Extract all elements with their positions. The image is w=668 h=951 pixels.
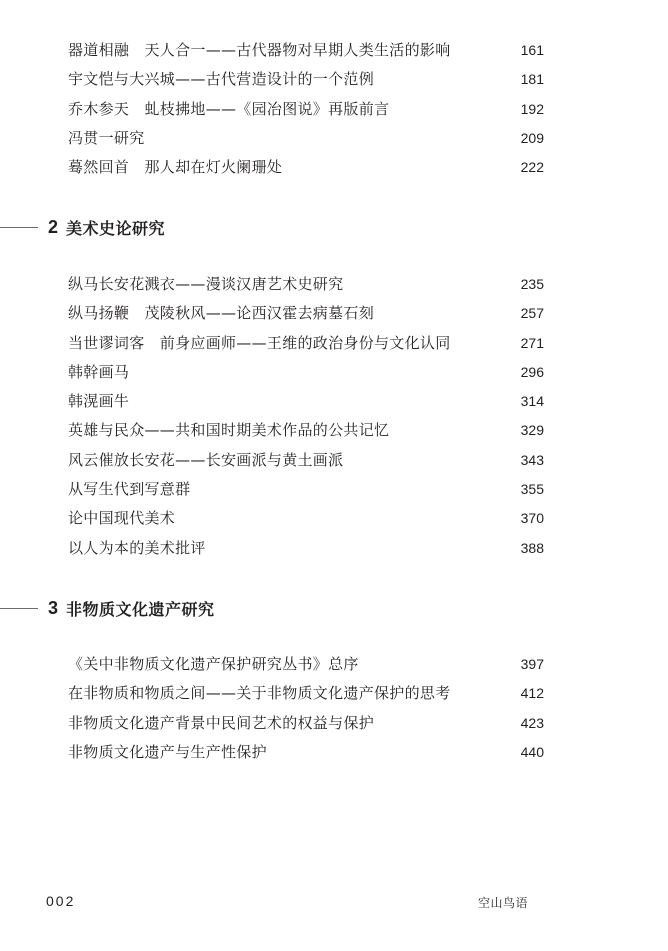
toc-entry-title: 当世谬词客 前身应画师——王维的政治身份与文化认同: [68, 333, 451, 352]
toc-entry-page: 343: [520, 451, 544, 468]
toc-entry-title: 风云催放长安花——长安画派与黄土画派: [68, 450, 344, 469]
toc-entry: [68, 358, 544, 387]
toc-entry: [68, 124, 544, 153]
section-divider-rule: [0, 608, 38, 609]
toc-entry-title: 论中国现代美术: [68, 509, 176, 528]
section-title: 美术史论研究: [66, 218, 166, 238]
toc-entry: [68, 329, 544, 358]
toc-entry-title: 乔木参天 虬枝拂地——《园冶图说》再版前言: [68, 99, 390, 118]
toc-entry-page: 271: [520, 334, 544, 351]
toc-entry-page: 329: [520, 422, 544, 439]
toc-entry-page: 412: [520, 685, 544, 702]
toc-entry-page: 209: [520, 129, 544, 146]
toc-entry: [68, 270, 544, 299]
section-number: 3: [48, 597, 59, 618]
toc-entry-page: 222: [520, 159, 544, 176]
toc-entry-title: 英雄与民众——共和国时期美术作品的公共记忆: [68, 421, 390, 440]
toc-entry: [68, 95, 544, 124]
toc-entry: [68, 709, 544, 738]
toc-entry: [68, 650, 544, 679]
toc-entry: [68, 416, 544, 445]
section-divider-rule: [0, 227, 38, 228]
toc-entry-title: 韩滉画牛: [68, 392, 130, 411]
toc-entry: [68, 65, 544, 94]
toc-entry-title: 《关中非物质文化遗产保护研究丛书》总序: [68, 655, 359, 673]
toc-entry-title: 从写生代到写意群: [68, 480, 191, 499]
toc-entry: [68, 534, 544, 563]
toc-entry-page: 314: [520, 393, 544, 410]
toc-entry-title: 宇文恺与大兴城——古代营造设计的一个范例: [68, 70, 375, 89]
toc-entry-page: 181: [520, 71, 544, 88]
toc-entry-title: 非物质文化遗产与生产性保护: [68, 742, 267, 761]
footer-page-number: 002: [46, 893, 76, 909]
toc-entry-title: 纵马长安花溅衣——漫谈汉唐艺术史研究: [68, 275, 344, 293]
toc-entry-page: 440: [520, 743, 544, 760]
toc-entry: [68, 738, 544, 767]
toc-entry-page: 397: [520, 656, 544, 672]
toc-entry-title: 冯贯一研究: [68, 128, 145, 147]
toc-entry-title: 器道相融 天人合一——古代器物对早期人类生活的影响: [68, 41, 451, 59]
section-3-heading: [0, 594, 215, 622]
toc-entry: [68, 504, 544, 533]
toc-entry-title: 在非物质和物质之间——关于非物质文化遗产保护的思考: [68, 684, 451, 703]
toc-entry: [68, 36, 544, 65]
toc-entry: [68, 475, 544, 504]
toc-entry-page: 355: [520, 481, 544, 498]
toc-entry: [68, 299, 544, 328]
toc-entry: [68, 387, 544, 416]
toc-entry-page: 161: [520, 42, 544, 58]
toc-entries-section-2: [68, 270, 544, 563]
toc-entry: [68, 446, 544, 475]
toc-entry-title: 非物质文化遗产背景中民间艺术的权益与保护: [68, 713, 375, 732]
section-title: 非物质文化遗产研究: [66, 599, 215, 619]
section-number: 2: [48, 216, 59, 237]
toc-entry-page: 257: [520, 305, 544, 322]
section-2-heading: [0, 213, 165, 241]
toc-entry-page: 192: [520, 100, 544, 117]
footer-book-title: 空山鸟语: [478, 896, 529, 910]
toc-entry-title: 韩幹画马: [68, 362, 130, 381]
toc-entries-section-3: [68, 650, 544, 767]
toc-entry-title: 纵马扬鞭 茂陵秋风——论西汉霍去病墓石刻: [68, 304, 375, 323]
toc-entry: [68, 679, 544, 708]
toc-entry-page: 235: [520, 276, 544, 292]
toc-entry-page: 423: [520, 714, 544, 731]
toc-entry-page: 370: [520, 510, 544, 527]
toc-entries-previous-section: [68, 36, 544, 182]
toc-entry-page: 388: [520, 539, 544, 556]
toc-entry-page: 296: [520, 363, 544, 380]
toc-entry-title: 以人为本的美术批评: [68, 538, 206, 557]
toc-entry-title: 蓦然回首 那人却在灯火阑珊处: [68, 158, 283, 177]
toc-entry: [68, 153, 544, 182]
